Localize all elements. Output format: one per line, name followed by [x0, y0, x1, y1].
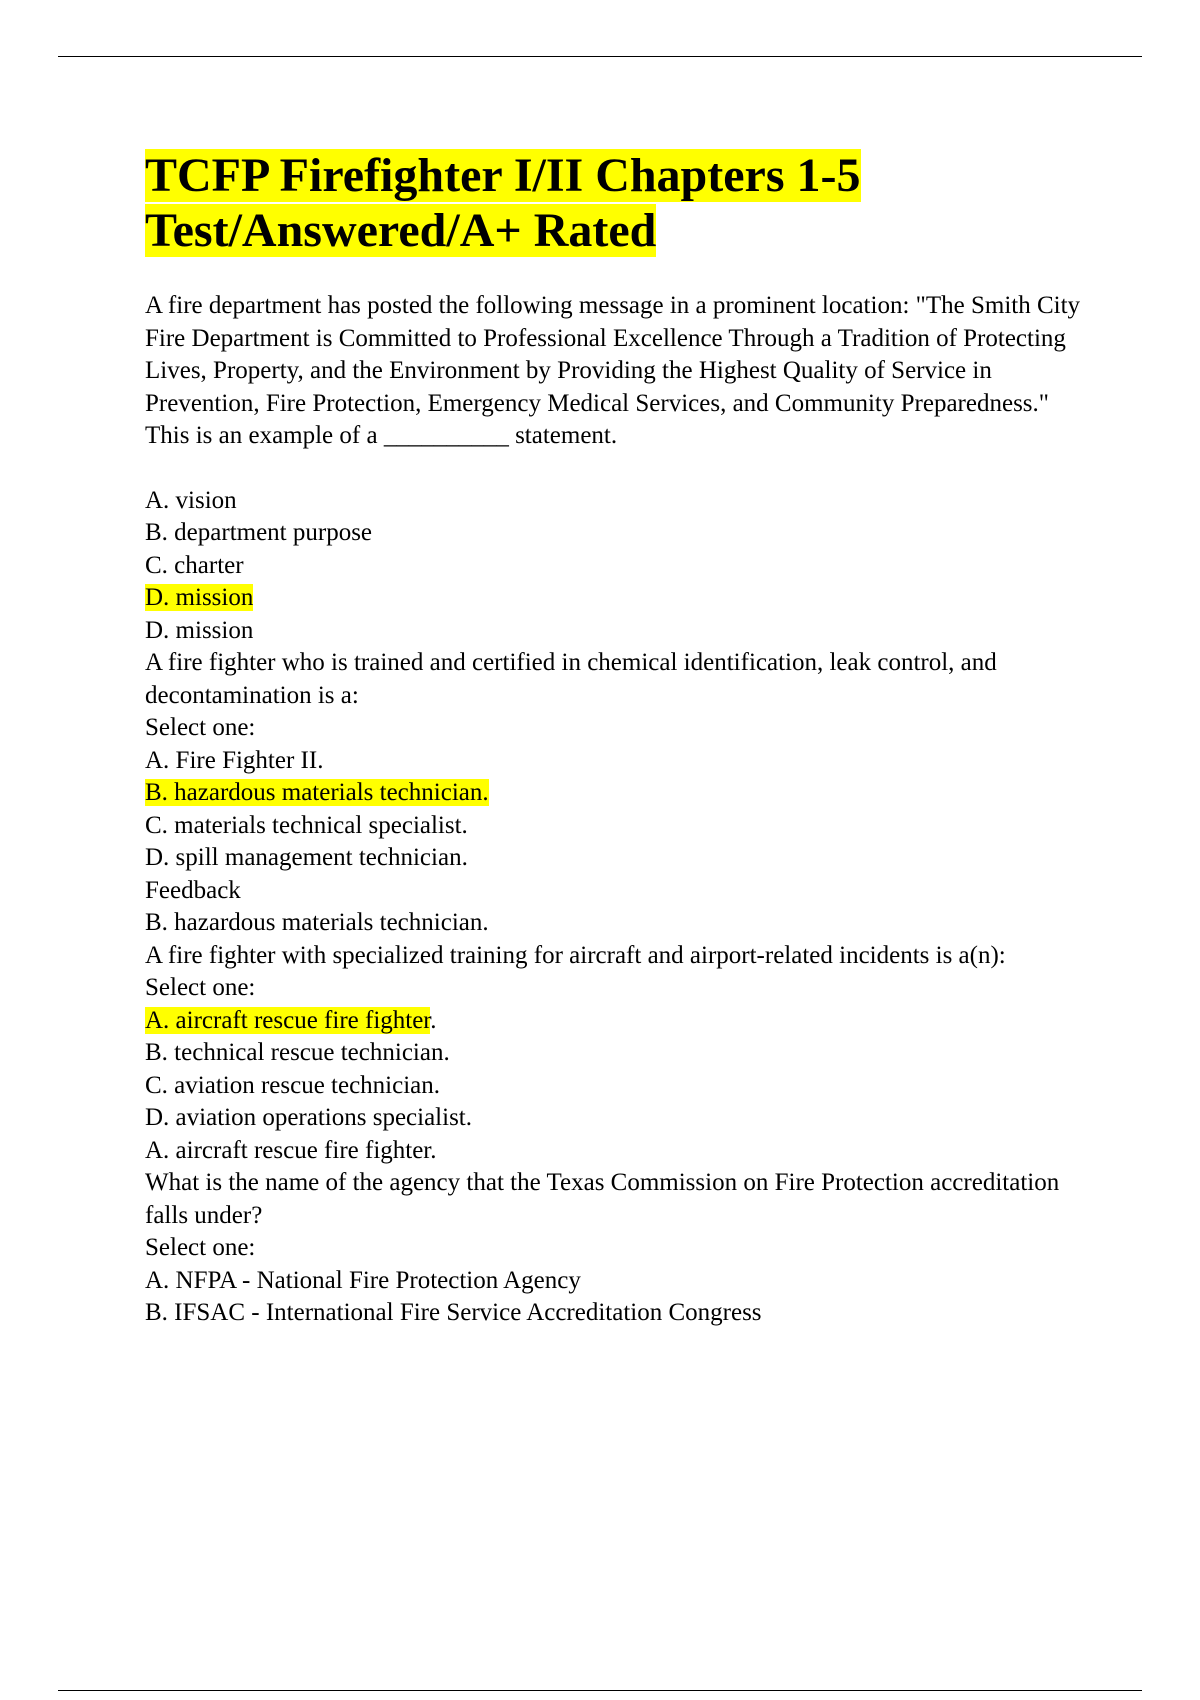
- footer-rule: [58, 1690, 1142, 1691]
- q3-answer: A. aircraft rescue fire fighter.: [145, 1136, 437, 1164]
- question-1-text: A fire department has posted the following message in a prominent location: "The Smith City Fire Department is Committed to Professional Excellence Through a Tradition of Protecting Lives, Property, and the Environment by Providing the Highest Quality of Service in Prevention, Fire Protection, Emergency Medical Services, and Community Preparedness." This is an example of a __________ statement.: [145, 292, 1081, 449]
- q3-option-c: C. aviation rescue technician.: [145, 1071, 441, 1099]
- q3-option-a-highlighted: A. aircraft rescue fire fighter: [145, 1006, 431, 1034]
- q2-option-d: D. spill management technician.: [145, 844, 468, 871]
- q4-select-one: Select one:: [145, 1234, 256, 1261]
- q1-option-c: C. charter: [145, 551, 244, 579]
- header-rule: [58, 56, 1142, 57]
- question-3-text: A fire fighter with specialized training for aircraft and airport-related incidents is a(n):: [145, 941, 1006, 969]
- q2-answer: B. hazardous materials technician.: [145, 909, 489, 936]
- q1-option-a: A. vision: [145, 486, 237, 514]
- spacer: [145, 453, 1085, 485]
- q4-option-b: B. IFSAC - International Fire Service Accreditation Congress: [145, 1299, 762, 1326]
- document-title: [145, 148, 1085, 258]
- q3-option-b: B. technical rescue technician.: [145, 1039, 450, 1066]
- document-body: [145, 148, 1085, 1330]
- q1-answer: D. mission: [145, 616, 254, 644]
- q3-option-a: [145, 1005, 1085, 1038]
- q2-option-c: C. materials technical specialist.: [145, 811, 468, 839]
- q3-select-one: Select one:: [145, 974, 256, 1001]
- question-4-text: What is the name of the agency that the Texas Commission on Fire Protection accreditation falls under?: [145, 1169, 1060, 1229]
- q1-option-d-highlighted: D. mission: [145, 584, 254, 611]
- q2-option-b-highlighted: B. hazardous materials technician.: [145, 779, 489, 806]
- title-line-2: Test/Answered/A+ Rated: [145, 204, 657, 257]
- q2-option-a: A. Fire Fighter II.: [145, 746, 324, 774]
- q2-select-one: Select one:: [145, 714, 256, 741]
- q4-option-a: A. NFPA - National Fire Protection Agency: [145, 1266, 581, 1294]
- question-2-text: A fire fighter who is trained and certified in chemical identification, leak control, and decontamination is a:: [145, 649, 997, 709]
- q3-option-a-tail: .: [430, 1006, 437, 1034]
- q3-option-d: D. aviation operations specialist.: [145, 1104, 473, 1131]
- q2-feedback-label: Feedback: [145, 876, 241, 904]
- q1-option-b: B. department purpose: [145, 519, 373, 546]
- title-line-1: TCFP Firefighter I/II Chapters 1-5: [145, 149, 861, 202]
